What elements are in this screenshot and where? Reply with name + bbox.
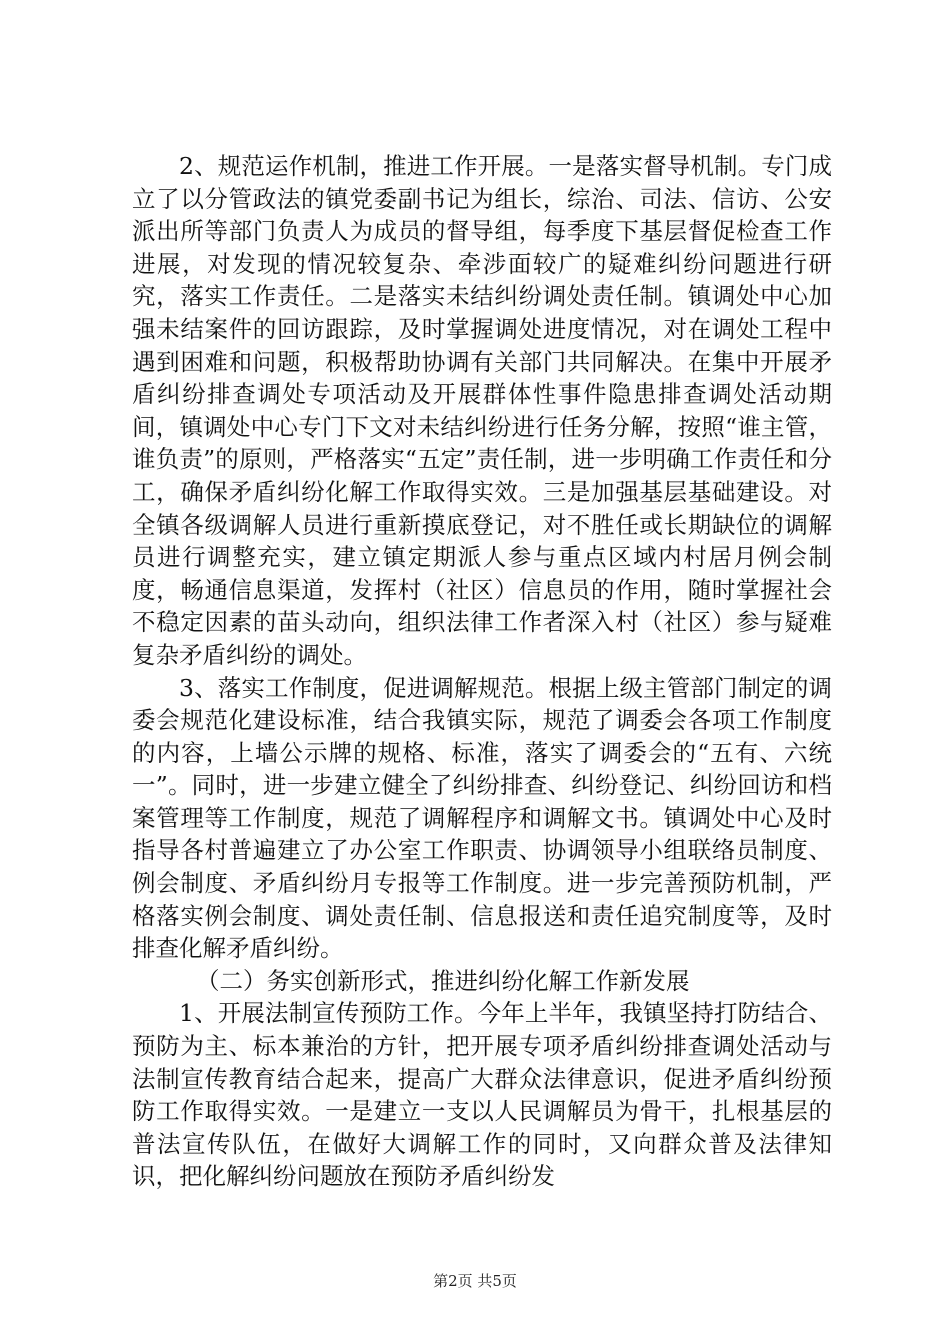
section-heading: （二）务实创新形式，推进纠纷化解工作新发展 bbox=[196, 966, 690, 995]
paragraph-mechanism: 2、规范运作机制，推进工作开展。一是落实督导机制。专门成立了以分管政法的镇党委副书记为组长，综治、司法、信访、公安派出所等部门负责人为成员的督导组，每季度下基层督促检查工作进展，对发现的情况较复杂、牵涉面较广的疑难纠纷问题进行研究，落实工作责任。二是落实未结纠纷调处责任制。镇调处中心加强未结案件的回访跟踪，及时掌握调处进度情况，对在调处工程中遇到困难和问题，积极帮助协调有关部门共同解决。在集中开展矛盾纠纷排查调处专项活动及开展群体性事件隐患排查调处活动期间，镇调处中心专门下文对未结纠纷进行任务分解，按照“谁主管，谁负责”的原则，严格落实“五定”责任制，进一步明确工作责任和分工，确保矛盾纠纷化解工作取得实效。三是加强基层基础建设。对全镇各级调解人员进行重新摸底登记，对不胜任或长期缺位的调解员进行调整充实，建立镇定期派人参与重点区域内村居月例会制度，畅通信息渠道，发挥村（社区）信息员的作用，随时掌握社会不稳定因素的苗头动向，组织法律工作者深入村（社区）参与疑难复杂矛盾纠纷的调处。 bbox=[132, 152, 832, 669]
page-number-footer: 第2页 共5页 bbox=[433, 1272, 517, 1290]
document-body bbox=[132, 150, 832, 1193]
paragraph-legal-publicity: 1、开展法制宣传预防工作。今年上半年，我镇坚持打防结合、预防为主、标本兼治的方针，把开展专项矛盾纠纷排查调处活动与法制宣传教育结合起来，提高广大群众法律意识，促进矛盾纠纷预防工作取得实效。一是建立一支以人民调解员为骨干，扎根基层的普法宣传队伍，在做好大调解工作的同时，又向群众普及法律知识，把化解纠纷问题放在预防矛盾纠纷发 bbox=[132, 999, 832, 1191]
paragraph-work-system: 3、落实工作制度，促进调解规范。根据上级主管部门制定的调委会规范化建设标准，结合我镇实际，规范了调委会各项工作制度的内容，上墙公示牌的规格、标准，落实了调委会的“五有、六统一”。同时，进一步建立健全了纠纷排查、纠纷登记、纠纷回访和档案管理等工作制度，规范了调解程序和调解文书。镇调处中心及时指导各村普遍建立了办公室工作职责、协调领导小组联络员制度、例会制度、矛盾纠纷月专报等工作制度。进一步完善预防机制，严格落实例会制度、调处责任制、信息报送和责任追究制度等，及时排查化解矛盾纠纷。 bbox=[132, 673, 832, 963]
